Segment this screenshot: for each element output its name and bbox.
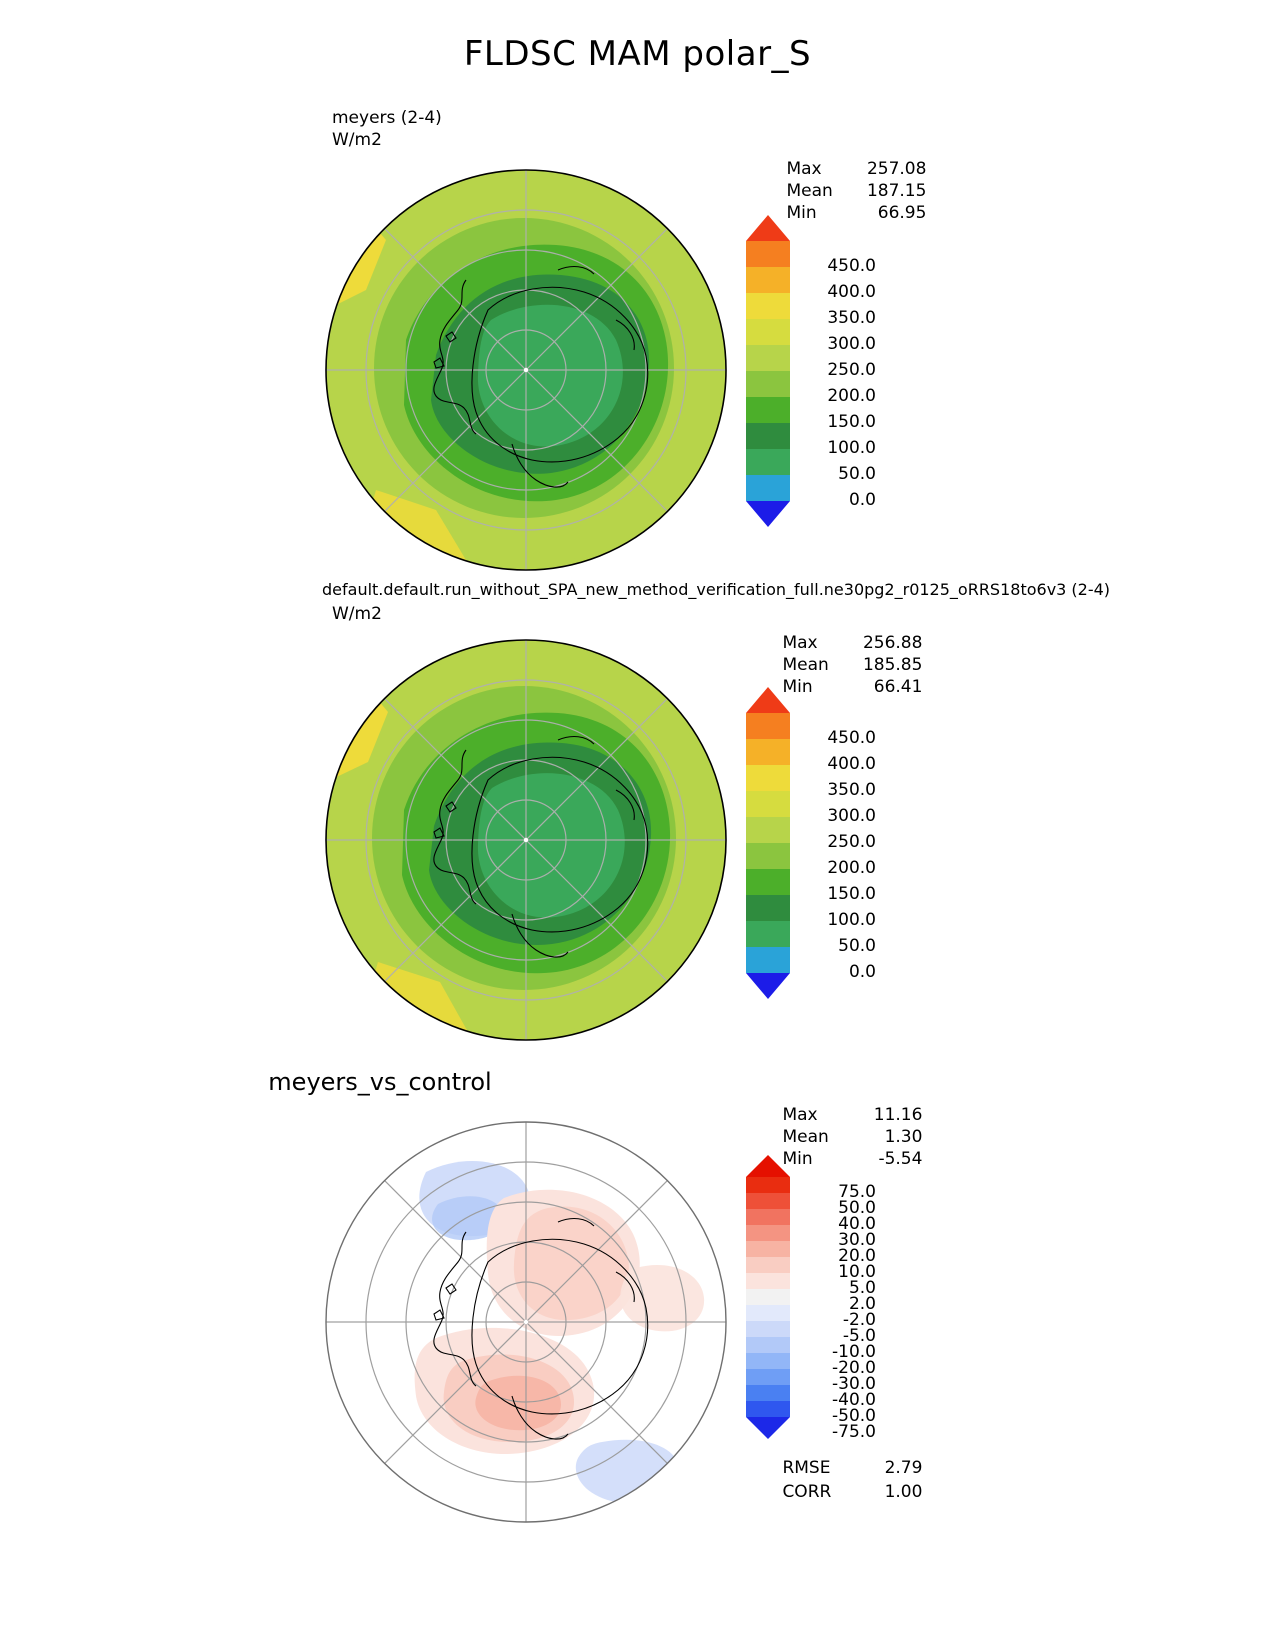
stat-row: Mean 187.15 (786, 181, 927, 201)
colorbar-tick-label: 200.0 (827, 858, 876, 878)
colorbar-segment (746, 739, 790, 765)
colorbar-tick-label: 450.0 (827, 728, 876, 748)
meyers-panel (0, 100, 1275, 560)
stat-row: CORR 1.00 (782, 1482, 923, 1502)
colorbar-tick-label: 100.0 (827, 910, 876, 930)
colorbar-tick-label: 250.0 (827, 360, 876, 380)
panel-subtitle: default.default.run_without_SPA_new_method_verification_full.ne30pg2_r0125_oRRS18to6v3 (2-4) (322, 580, 1111, 599)
panel-units: W/m2 (332, 130, 382, 150)
colorbar-tick-label: -2.0 (842, 1310, 876, 1330)
colorbar-tick-label: 350.0 (827, 780, 876, 800)
colorbar-tick-label: 450.0 (827, 256, 876, 276)
control-panel (0, 570, 1275, 1040)
colorbar-tick-label: 0.0 (848, 490, 876, 510)
colorbar-tick-label: 75.0 (838, 1182, 876, 1202)
colorbar-segment (746, 921, 790, 947)
page-title: FLDSC MAM polar_S (463, 34, 812, 74)
colorbar-segment (746, 1305, 790, 1321)
colorbar-tick-label: 300.0 (827, 806, 876, 826)
colorbar-tick-label: 350.0 (827, 308, 876, 328)
colorbar-tick-label: 10.0 (838, 1262, 876, 1282)
stat-row: Max 256.88 (782, 633, 923, 653)
colorbar-segment (746, 765, 790, 791)
colorbar-tick-label: -50.0 (832, 1406, 876, 1426)
stat-row: RMSE 2.79 (782, 1458, 923, 1478)
colorbar-tick-label: -5.0 (842, 1326, 876, 1346)
colorbar-tick-label: 50.0 (838, 1198, 876, 1218)
stat-row: Max 11.16 (782, 1105, 923, 1125)
colorbar-tick-label: 100.0 (827, 438, 876, 458)
panel-subtitle: meyers_vs_control (268, 1068, 492, 1096)
colorbar-tick-label: 150.0 (827, 884, 876, 904)
colorbar-segment (746, 319, 790, 345)
colorbar-tick-label: 400.0 (827, 754, 876, 774)
colorbar-tick-label: -40.0 (832, 1390, 876, 1410)
colorbar-segment (746, 423, 790, 449)
colorbar-segment (746, 1337, 790, 1353)
colorbar-segment (746, 293, 790, 319)
colorbar-segment (746, 895, 790, 921)
colorbar-segment (746, 1193, 790, 1209)
colorbar-tick-label: 150.0 (827, 412, 876, 432)
colorbar-segment (746, 1353, 790, 1369)
colorbar-tick-label: 40.0 (838, 1214, 876, 1234)
polar-map (316, 1112, 736, 1532)
colorbar-tick-label: 400.0 (827, 282, 876, 302)
stats-block (754, 136, 927, 223)
difference-panel (0, 1050, 1275, 1590)
stat-row: Min 66.41 (782, 677, 923, 697)
colorbar-segment (746, 1209, 790, 1225)
colorbar-segment (746, 1369, 790, 1385)
panel-units: W/m2 (332, 604, 382, 624)
colorbar-tick-label: -10.0 (832, 1342, 876, 1362)
colorbar-segment (746, 869, 790, 895)
colorbar-segment (746, 1177, 790, 1193)
colorbar-segment (746, 713, 790, 739)
polar-map (316, 160, 736, 580)
colorbar-min-arrow (746, 973, 790, 999)
colorbar-segment (746, 843, 790, 869)
colorbar-segment (746, 241, 790, 267)
colorbar-segment (746, 267, 790, 293)
stat-row: Max 257.08 (786, 159, 927, 179)
colorbar-min-arrow (746, 501, 790, 527)
stat-row: Mean 185.85 (782, 655, 923, 675)
colorbar-segment (746, 1225, 790, 1241)
colorbar-segment (746, 1241, 790, 1257)
colorbar-tick-label: -20.0 (832, 1358, 876, 1378)
stats-block (750, 610, 923, 697)
panel-subtitle: meyers (2-4) (332, 108, 442, 128)
colorbar-segment (746, 791, 790, 817)
colorbar-max-arrow (746, 215, 790, 241)
colorbar-max-arrow (746, 687, 790, 713)
colorbar-tick-label: 50.0 (838, 936, 876, 956)
colorbar-segment (746, 475, 790, 501)
colorbar-segment (746, 1289, 790, 1305)
colorbar-tick-label: 30.0 (838, 1230, 876, 1250)
colorbar-tick-label: 5.0 (848, 1278, 876, 1298)
colorbar-tick-label: 50.0 (838, 464, 876, 484)
stat-row: Min 66.95 (786, 203, 927, 223)
colorbar-segment (746, 947, 790, 973)
colorbar-segment (746, 1273, 790, 1289)
stat-row: Mean 1.30 (782, 1127, 923, 1147)
colorbar-segment (746, 371, 790, 397)
colorbar-segment (746, 1385, 790, 1401)
stat-row: Min -5.54 (782, 1149, 923, 1169)
colorbar-segment (746, 345, 790, 371)
colorbar-tick-label: -75.0 (832, 1422, 876, 1442)
colorbar-max-arrow (746, 1155, 790, 1177)
colorbar-tick-label: 0.0 (848, 962, 876, 982)
colorbar-tick-label: 300.0 (827, 334, 876, 354)
colorbar-tick-label: 200.0 (827, 386, 876, 406)
footer-stats (750, 1432, 923, 1502)
colorbar-segment (746, 449, 790, 475)
colorbar-tick-label: -30.0 (832, 1374, 876, 1394)
colorbar-segment (746, 817, 790, 843)
stats-block (750, 1082, 923, 1169)
polar-map (316, 630, 736, 1050)
colorbar-tick-label: 250.0 (827, 832, 876, 852)
colorbar-tick-label: 20.0 (838, 1246, 876, 1266)
colorbar-tick-label: 2.0 (848, 1294, 876, 1314)
colorbar-segment (746, 1401, 790, 1417)
colorbar-segment (746, 397, 790, 423)
colorbar-segment (746, 1321, 790, 1337)
colorbar-segment (746, 1257, 790, 1273)
